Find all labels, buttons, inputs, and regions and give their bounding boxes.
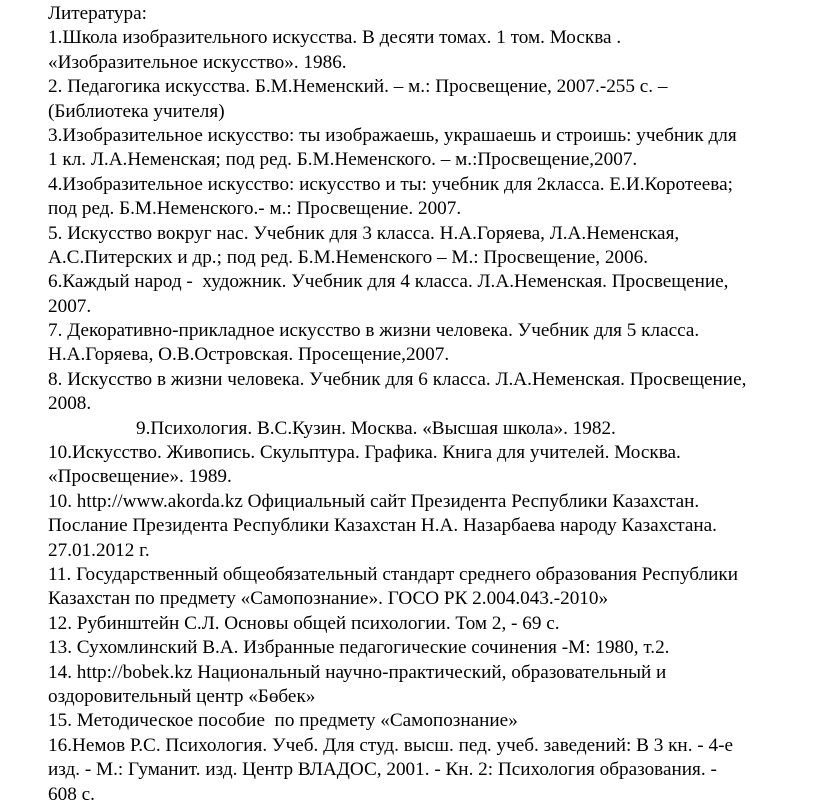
bibliography-line: 3.Изобразительное искусство: ты изображаешь, украшаешь и строишь: учебник для [48, 124, 737, 146]
bibliography-line: 2008. [48, 393, 92, 415]
bibliography-line: А.С.Питерских и др.; под ред. Б.М.Неменского – М.: Просвещение, 2006. [48, 246, 648, 268]
bibliography-line: изд. - М.: Гуманит. изд. Центр ВЛАДОС, 2001. - Кн. 2: Психология образования. - [48, 759, 717, 781]
bibliography-line: 1.Школа изобразительного искусства. В десяти томах. 1 том. Москва . [48, 27, 622, 49]
bibliography-line: оздоровительный центр «Бөбек» [48, 685, 316, 707]
bibliography-line: Казахстан по предмету «Самопознание». ГОСО РК 2.004.043.-2010» [48, 588, 609, 610]
bibliography-line: 10. http://www.akorda.kz Официальный сайт Президента Республики Казахстан. [48, 490, 700, 512]
bibliography-line: 8. Искусство в жизни человека. Учебник для 6 класса. Л.А.Неменская. Просвещение, [48, 368, 747, 390]
bibliography-line: 13. Сухомлинский В.А. Избранные педагогические сочинения -М: 1980, т.2. [48, 637, 670, 659]
bibliography-line: 16.Немов Р.С. Психология. Учеб. Для студ. высш. пед. учеб. заведений: В 3 кн. - 4-е [48, 734, 733, 756]
bibliography-line: (Библиотека учителя) [48, 100, 225, 122]
bibliography-line: «Изобразительное искусство». 1986. [48, 51, 347, 73]
bibliography-line: 7. Декоративно-прикладное искусство в жизни человека. Учебник для 5 класса. [48, 320, 700, 342]
bibliography-line: 9.Психология. В.С.Кузин. Москва. «Высшая школа». 1982. [136, 417, 616, 439]
bibliography-line: 1 кл. Л.А.Неменская; под ред. Б.М.Неменского. – м.:Просвещение,2007. [48, 149, 638, 171]
bibliography-line: Послание Президента Республики Казахстан Н.А. Назарбаева народу Казахстана. [48, 515, 717, 537]
bibliography-heading: Литература: [48, 3, 147, 24]
bibliography-line: 12. Рубинштейн С.Л. Основы общей психологии. Том 2, - 69 с. [48, 612, 560, 634]
bibliography-line: Н.А.Горяева, О.В.Островская. Просещение,2007. [48, 344, 450, 366]
bibliography-page [48, 2, 816, 807]
bibliography-line: 10.Искусство. Живопись. Скульптура. Графика. Книга для учителей. Москва. [48, 442, 681, 464]
bibliography-line: 2. Педагогика искусства. Б.М.Неменский. – м.: Просвещение, 2007.-255 с. – [48, 76, 668, 98]
bibliography-line: 608 с. [48, 783, 95, 805]
bibliography-line: 5. Искусство вокруг нас. Учебник для 3 класса. Н.А.Горяева, Л.А.Неменская, [48, 222, 680, 244]
bibliography-line: 4.Изобразительное искусство: искусство и ты: учебник для 2класса. Е.И.Коротеева; [48, 173, 733, 195]
bibliography-line: «Просвещение». 1989. [48, 466, 232, 488]
bibliography-line: 27.01.2012 г. [48, 539, 150, 561]
bibliography-line: 11. Государственный общеобязательный стандарт среднего образования Республики [48, 563, 739, 585]
bibliography-line: под ред. Б.М.Неменского.- м.: Просвещение. 2007. [48, 198, 462, 220]
bibliography-line: 6.Каждый народ - художник. Учебник для 4 класса. Л.А.Неменская. Просвещение, [48, 271, 729, 293]
bibliography-line: 15. Методическое пособие по предмету «Самопознание» [48, 710, 518, 732]
bibliography-line: 14. http://bobek.kz Национальный научно-практический, образовательный и [48, 661, 667, 683]
bibliography-line: 2007. [48, 295, 92, 317]
